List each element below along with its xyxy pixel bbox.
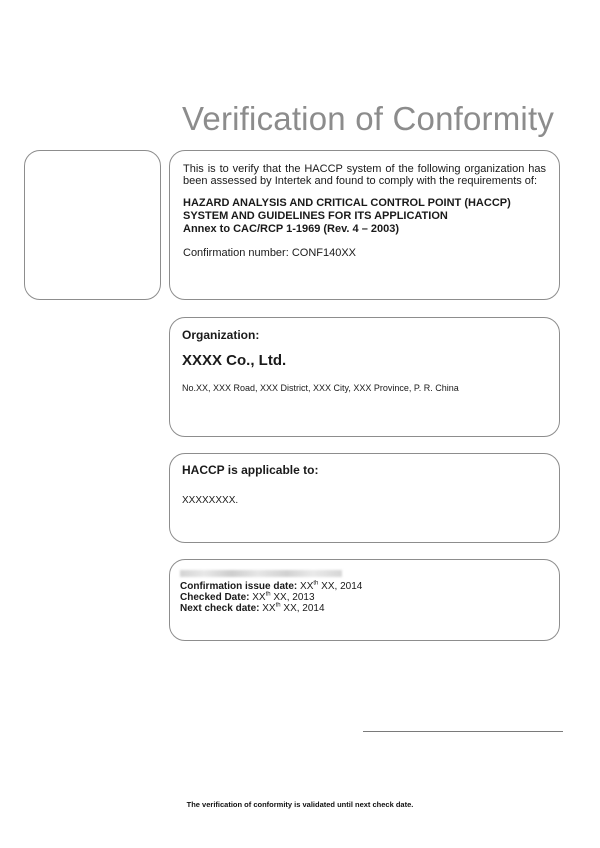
checked-date-rest: XX, 2013 xyxy=(270,592,315,603)
organization-label: Organization: xyxy=(182,328,260,342)
standard-line: Annex to CAC/RCP 1-1969 (Rev. 4 – 2003) xyxy=(183,223,400,235)
issue-date-label: Confirmation issue date: xyxy=(180,581,298,592)
confirmation-number: Confirmation number: CONF140XX xyxy=(183,247,357,259)
signature-line xyxy=(363,731,563,732)
scope-box xyxy=(169,453,560,543)
scope-value: XXXXXXXX. xyxy=(182,495,239,506)
next-check-date-rest: XX, 2014 xyxy=(280,603,325,614)
scope-label: HACCP is applicable to: xyxy=(182,463,319,477)
standard-line: SYSTEM AND GUIDELINES FOR ITS APPLICATION xyxy=(183,210,448,222)
checked-date-suffix: th xyxy=(265,591,271,598)
verification-intro: This is to verify that the HACCP system of the following organization has been assessed by Intertek and found to comply with the requirements of: xyxy=(183,163,546,187)
issue-date-suffix: th xyxy=(313,580,319,587)
issue-date-day: XX xyxy=(300,581,314,592)
redacted-text xyxy=(180,570,342,577)
checked-date-label: Checked Date: xyxy=(180,592,250,603)
logo-placeholder-box xyxy=(24,150,161,300)
verification-statement-box xyxy=(169,150,560,300)
next-check-date-label: Next check date: xyxy=(180,603,260,614)
checked-date-row xyxy=(180,592,549,603)
next-check-date-day: XX xyxy=(262,603,276,614)
next-check-date-suffix: th xyxy=(275,602,281,609)
issue-date-rest: XX, 2014 xyxy=(318,581,363,592)
checked-date-day: XX xyxy=(252,592,266,603)
organization-name: XXXX Co., Ltd. xyxy=(182,352,287,369)
standard-line: HAZARD ANALYSIS AND CRITICAL CONTROL POINT (HACCP) xyxy=(183,197,511,209)
next-check-date-row xyxy=(180,603,549,614)
dates-box xyxy=(169,559,560,641)
organization-box xyxy=(169,317,560,437)
validity-footer: The verification of conformity is validated until next check date. xyxy=(186,800,414,809)
standard-name xyxy=(183,197,546,236)
organization-address: No.XX, XXX Road, XXX District, XXX City, XXX Province, P. R. China xyxy=(182,383,459,393)
document-title: Verification of Conformity xyxy=(182,100,555,137)
issue-date-row xyxy=(180,581,549,592)
